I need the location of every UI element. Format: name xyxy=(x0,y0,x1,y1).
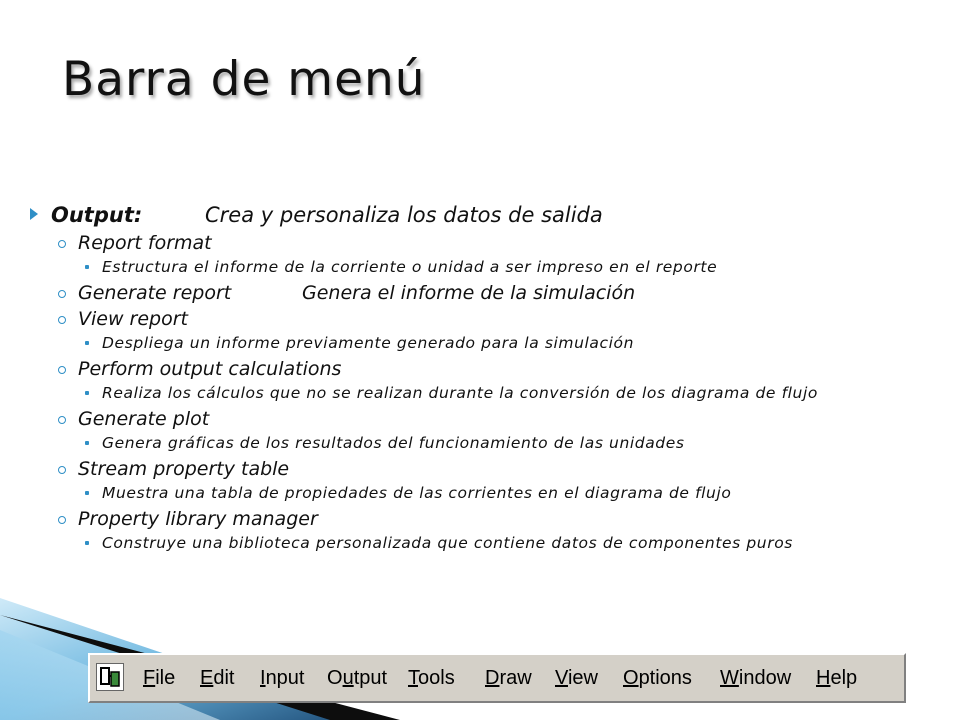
menu-window[interactable]: Window xyxy=(720,667,792,689)
description-text: Genera gráficas de los resultados del funcionamiento de las unidades xyxy=(102,434,685,452)
subitem-label: Perform output calculations xyxy=(78,358,342,380)
subitem-stream-property-table xyxy=(30,456,890,482)
ring-bullet-icon xyxy=(58,466,66,474)
description-text: Construye una biblioteca personalizada que contiene datos de componentes puros xyxy=(102,534,793,552)
square-bullet-icon xyxy=(85,391,89,395)
ring-bullet-icon xyxy=(58,290,66,298)
subitem-description xyxy=(30,486,890,501)
square-bullet-icon xyxy=(85,491,89,495)
output-text: Crea y personaliza los datos de salida xyxy=(205,203,603,227)
subitem-label: Generate plot xyxy=(78,408,210,430)
menu-bar xyxy=(88,653,906,703)
bullet-list xyxy=(30,200,890,556)
square-bullet-icon xyxy=(85,265,89,269)
subitem-description xyxy=(30,436,890,451)
description-text: Despliega un informe previamente generado para la simulación xyxy=(102,334,635,352)
square-bullet-icon xyxy=(85,541,89,545)
subitem-description xyxy=(30,336,890,351)
ring-bullet-icon xyxy=(58,366,66,374)
subitem-perform-output-calculations xyxy=(30,356,890,382)
subitem-label: Report format xyxy=(78,232,212,254)
ring-bullet-icon xyxy=(58,416,66,424)
ring-bullet-icon xyxy=(58,516,66,524)
ring-bullet-icon xyxy=(58,316,66,324)
bullet-output xyxy=(30,200,890,230)
subitem-report-format xyxy=(30,230,890,256)
square-bullet-icon xyxy=(85,341,89,345)
subitem-label: Stream property table xyxy=(78,458,290,480)
menu-help[interactable]: Help xyxy=(816,667,858,689)
app-icon[interactable] xyxy=(96,663,124,691)
ring-bullet-icon xyxy=(58,240,66,248)
subitem-label: Generate report xyxy=(78,282,232,304)
description-text: Muestra una tabla de propiedades de las corrientes en el diagrama de flujo xyxy=(102,484,732,502)
menu-tools[interactable]: Tools xyxy=(408,667,455,689)
description-text: Estructura el informe de la corriente o unidad a ser impreso en el reporte xyxy=(102,258,718,276)
menu-file[interactable]: File xyxy=(143,667,176,689)
menu-options[interactable]: Options xyxy=(623,667,692,689)
description-text: Realiza los cálculos que no se realizan durante la conversión de los diagrama de flujo xyxy=(102,384,818,402)
subitem-inline-text: Genera el informe de la simulación xyxy=(302,282,636,304)
subitem-description xyxy=(30,386,890,401)
subitem-description xyxy=(30,260,890,275)
subitem-description xyxy=(30,536,890,551)
subitem-label: Property library manager xyxy=(78,508,318,530)
square-bullet-icon xyxy=(85,441,89,445)
arrow-bullet-icon xyxy=(30,208,38,220)
menu-output[interactable]: Output xyxy=(327,667,388,689)
menu-edit[interactable]: Edit xyxy=(200,667,235,689)
subitem-view-report xyxy=(30,306,890,332)
subitem-label: View report xyxy=(78,308,188,330)
menu-input[interactable]: Input xyxy=(260,667,305,689)
slide-title: Barra de menú xyxy=(62,52,426,107)
subitem-generate-report xyxy=(30,280,890,306)
menu-view[interactable]: View xyxy=(555,667,598,689)
menu-draw[interactable]: Draw xyxy=(485,667,532,689)
output-label: Output: xyxy=(51,203,143,227)
subitem-generate-plot xyxy=(30,406,890,432)
subitem-property-library-manager xyxy=(30,506,890,532)
